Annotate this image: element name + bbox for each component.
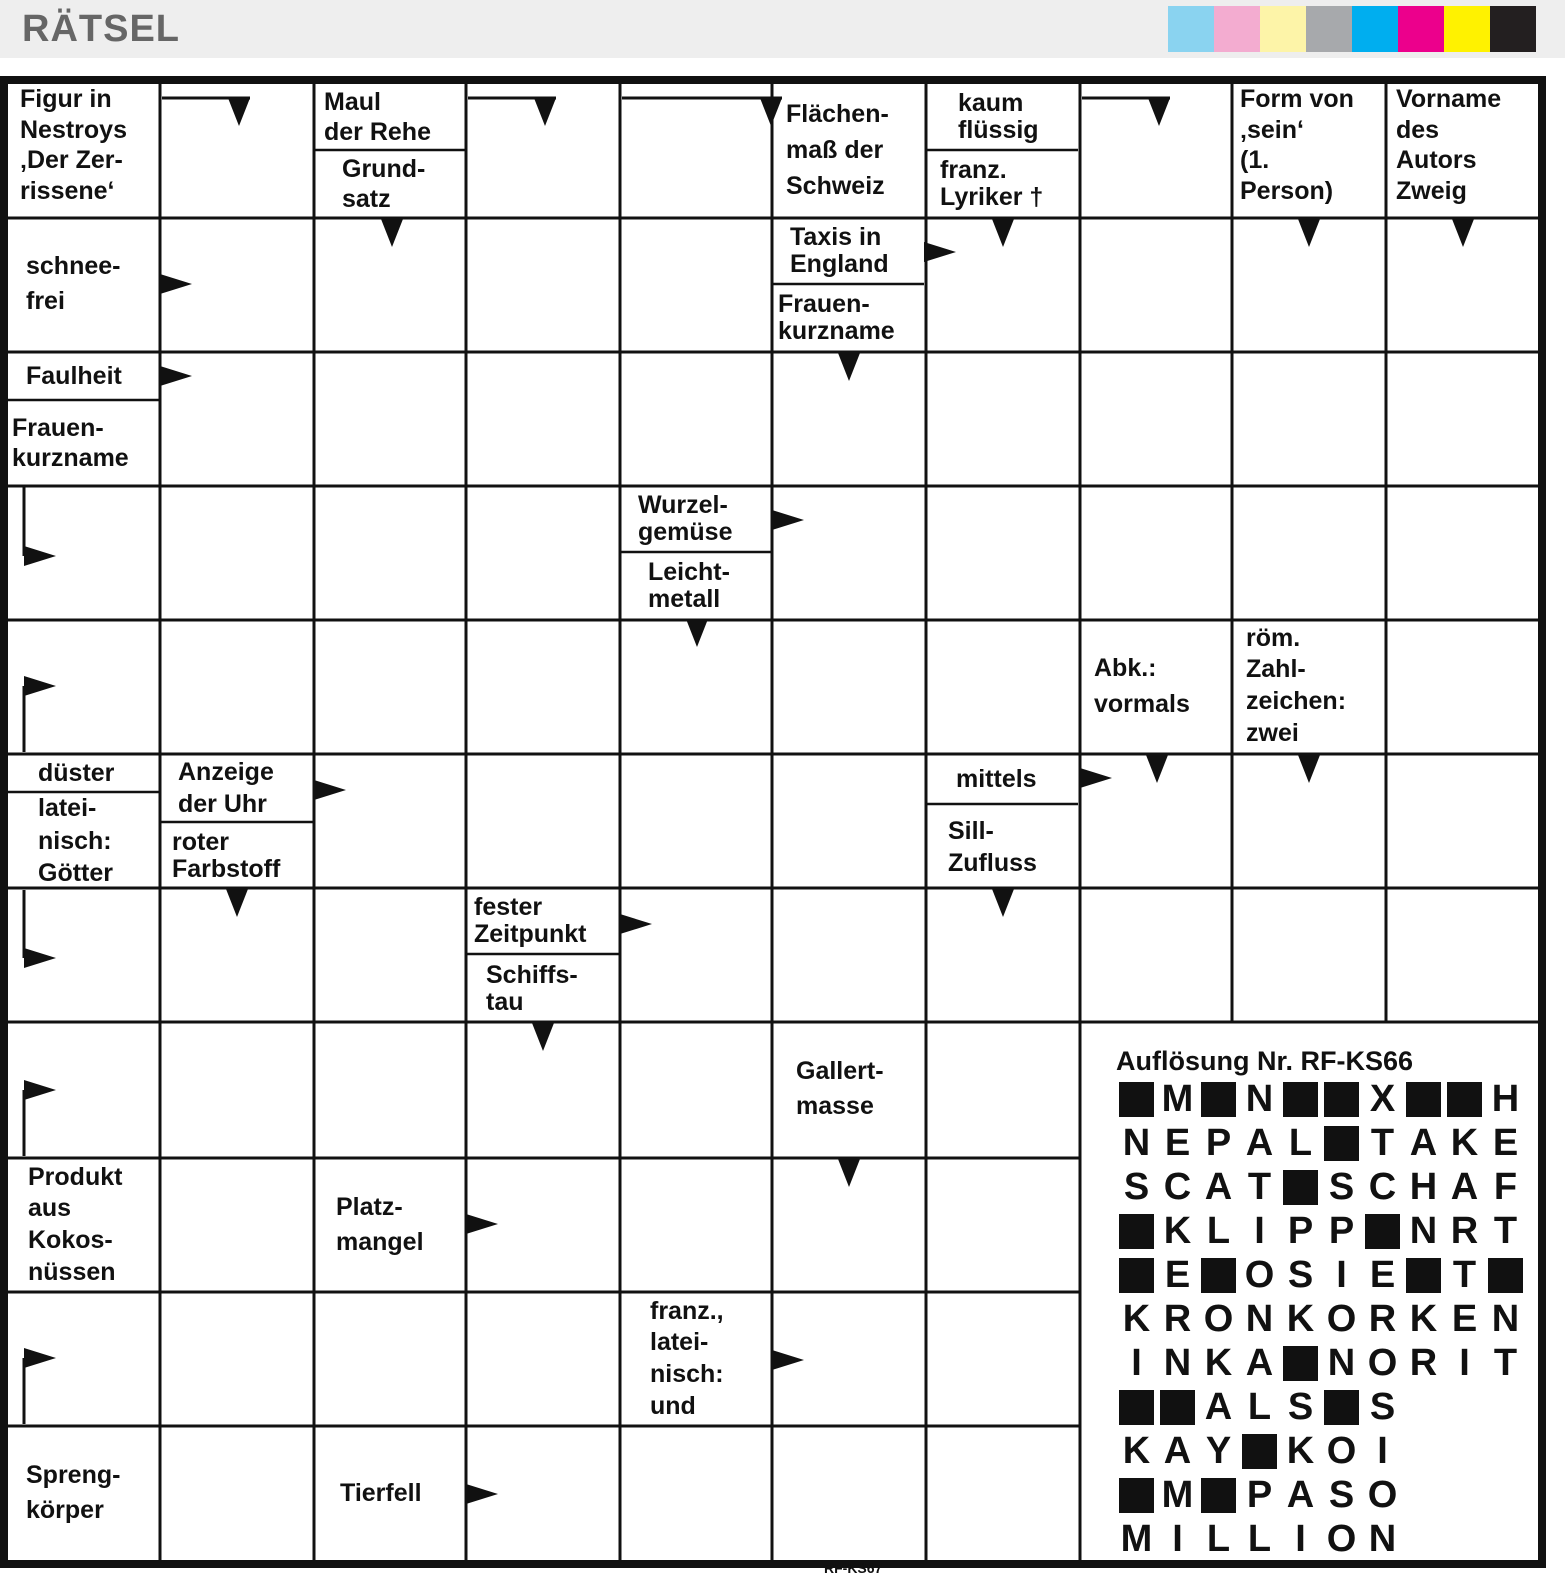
clue-cell: Produkt aus Kokos- nüssen	[28, 1162, 123, 1286]
clue-cell: Figur in Nestroys ‚Der Zer- rissene‘	[20, 85, 127, 205]
arrow-down-icon	[992, 219, 1014, 247]
solution-letter: C	[1163, 1165, 1192, 1208]
solution-letter: L	[1206, 1517, 1231, 1560]
arrow-down-icon	[1146, 755, 1168, 783]
clue-cell: röm. Zahl- zeichen: zwei	[1246, 623, 1347, 747]
page-title: RÄTSEL	[22, 8, 180, 50]
arrow-down-icon	[838, 1159, 860, 1187]
solution-letter: T	[1493, 1341, 1518, 1384]
clue-cell: franz., latei- nisch: und	[650, 1296, 724, 1420]
solution-letter: E	[1492, 1121, 1519, 1164]
solution-letter: A	[1450, 1165, 1479, 1208]
solution-letter: K	[1450, 1121, 1479, 1164]
solution-letter: M	[1161, 1473, 1194, 1516]
solution-letter: T	[1247, 1165, 1272, 1208]
solution-letter: Y	[1205, 1429, 1232, 1472]
solution-letter: I	[1172, 1517, 1183, 1560]
solution-block	[1280, 1168, 1321, 1206]
solution-letter: I	[1254, 1209, 1265, 1252]
solution-letter: E	[1369, 1253, 1396, 1296]
black-square-icon	[1119, 1390, 1154, 1425]
solution-letter: K	[1204, 1341, 1233, 1384]
solution-letter: S	[1328, 1165, 1355, 1208]
clue-cell: Wurzel- gemüse	[638, 490, 733, 546]
solution-letter: N	[1245, 1297, 1274, 1340]
solution-block	[1116, 1256, 1157, 1294]
solution-row	[1116, 1209, 1526, 1256]
solution-block	[1321, 1124, 1362, 1162]
arrow-right-icon	[160, 366, 192, 386]
solution-letter: A	[1286, 1473, 1315, 1516]
black-square-icon	[1488, 1258, 1523, 1293]
clue-cell: Spreng- körper	[26, 1461, 121, 1524]
puzzle-code: RF-KS67	[824, 1560, 883, 1576]
solution-letter: E	[1451, 1297, 1478, 1340]
solution-letter: I	[1131, 1341, 1142, 1384]
black-square-icon	[1324, 1082, 1359, 1117]
arrow-right-icon	[466, 1214, 498, 1234]
solution-letter: S	[1328, 1473, 1355, 1516]
solution-letter: K	[1286, 1297, 1315, 1340]
arrow-right-icon	[1080, 768, 1112, 788]
solution-letter: L	[1247, 1385, 1272, 1428]
solution-block	[1198, 1476, 1239, 1514]
arrow-down-icon	[1148, 98, 1170, 126]
clue-cell: Gallert- masse	[796, 1057, 884, 1120]
solution-block	[1280, 1344, 1321, 1382]
solution-letter: N	[1245, 1077, 1274, 1120]
solution-letter: A	[1409, 1121, 1438, 1164]
clue-cell: Leicht- metall	[648, 557, 730, 613]
solution-letter: L	[1288, 1121, 1313, 1164]
solution-letter: A	[1245, 1341, 1274, 1384]
black-square-icon	[1201, 1478, 1236, 1513]
solution-block	[1403, 1080, 1444, 1118]
solution-letter: C	[1368, 1165, 1397, 1208]
solution-row	[1116, 1297, 1526, 1344]
solution-letter: K	[1122, 1297, 1151, 1340]
solution-block	[1444, 1080, 1485, 1118]
arrow-down-icon	[226, 889, 248, 917]
solution-block	[1157, 1388, 1198, 1426]
black-square-icon	[1119, 1214, 1154, 1249]
clue-cell: Sill- Zufluss	[948, 816, 1037, 877]
solution-letter: X	[1369, 1077, 1396, 1120]
solution-letter: O	[1367, 1473, 1398, 1516]
clue-cell: düster	[38, 758, 115, 787]
clue-cell: latei- nisch: Götter	[38, 794, 113, 888]
black-square-icon	[1324, 1126, 1359, 1161]
arrow-right-icon	[24, 1348, 56, 1368]
solution-letter: T	[1452, 1253, 1477, 1296]
solution-letter: K	[1163, 1209, 1192, 1252]
arrow-down-icon	[1452, 219, 1474, 247]
solution-title: Auflösung Nr. RF-KS66	[1116, 1046, 1414, 1076]
black-square-icon	[1447, 1082, 1482, 1117]
solution-block	[1116, 1388, 1157, 1426]
clue-cell: Vorname des Autors Zweig	[1396, 85, 1502, 205]
solution-block	[1198, 1256, 1239, 1294]
solution-letter: T	[1370, 1121, 1395, 1164]
arrow-right-icon	[466, 1484, 498, 1504]
solution-letter: M	[1120, 1517, 1153, 1560]
solution-letter: N	[1368, 1517, 1397, 1560]
solution-row	[1116, 1473, 1403, 1520]
solution-row	[1116, 1385, 1403, 1432]
arrow-down-icon	[992, 889, 1014, 917]
solution-letter: S	[1287, 1385, 1314, 1428]
black-square-icon	[1283, 1082, 1318, 1117]
arrow-down-icon	[532, 1023, 554, 1051]
arrow-down-icon	[686, 619, 708, 647]
arrow-right-icon	[924, 242, 956, 262]
solution-block	[1198, 1080, 1239, 1118]
clue-cell: Anzeige der Uhr	[178, 757, 274, 818]
solution-letter: A	[1163, 1429, 1192, 1472]
black-square-icon	[1119, 1082, 1154, 1117]
solution-letter: K	[1286, 1429, 1315, 1472]
arrow-right-icon	[24, 676, 56, 696]
clue-cell: Abk.: vormals	[1094, 653, 1190, 718]
solution-letter: E	[1164, 1121, 1191, 1164]
solution-letter: P	[1287, 1209, 1314, 1252]
solution-letter: H	[1409, 1165, 1438, 1208]
solution-letter: R	[1163, 1297, 1192, 1340]
clue-cell: Maul der Rehe	[324, 87, 431, 146]
solution-block	[1116, 1476, 1157, 1514]
solution-letter: N	[1122, 1121, 1151, 1164]
solution-letter: S	[1287, 1253, 1314, 1296]
arrow-right-icon	[772, 510, 804, 530]
arrow-down-icon	[534, 98, 556, 126]
arrow-down-icon	[1298, 219, 1320, 247]
arrow-down-icon	[838, 353, 860, 381]
clue-cell: franz. Lyriker †	[940, 155, 1044, 211]
arrow-right-icon	[24, 1080, 56, 1100]
solution-letter: S	[1369, 1385, 1396, 1428]
arrow-down-icon	[381, 219, 403, 247]
clue-cell: mittels	[956, 764, 1037, 793]
solution-block	[1116, 1212, 1157, 1250]
solution-letter: I	[1295, 1517, 1306, 1560]
solution-row	[1116, 1121, 1526, 1168]
solution-letter: P	[1205, 1121, 1232, 1164]
solution-letter: N	[1327, 1341, 1356, 1384]
arrow-right-icon	[620, 914, 652, 934]
solution-letter: O	[1326, 1297, 1357, 1340]
black-square-icon	[1201, 1258, 1236, 1293]
solution-letter: I	[1336, 1253, 1347, 1296]
black-square-icon	[1406, 1258, 1441, 1293]
black-square-icon	[1324, 1390, 1359, 1425]
solution-letter: K	[1122, 1429, 1151, 1472]
arrow-down-icon	[1298, 755, 1320, 783]
clue-cell: Faulheit	[26, 361, 122, 390]
solution-letter: O	[1367, 1341, 1398, 1384]
clue-cell: Frauen- kurzname	[778, 289, 895, 345]
solution-row	[1116, 1253, 1526, 1300]
solution-letter: O	[1203, 1297, 1234, 1340]
solution-letter: F	[1493, 1165, 1518, 1208]
solution-row	[1116, 1517, 1403, 1564]
black-square-icon	[1365, 1214, 1400, 1249]
solution-row	[1116, 1165, 1526, 1212]
solution-letter: N	[1163, 1341, 1192, 1384]
solution-row	[1116, 1341, 1526, 1388]
solution-block	[1280, 1080, 1321, 1118]
solution-letter: T	[1493, 1209, 1518, 1252]
solution-letter: M	[1161, 1077, 1194, 1120]
clue-cell: Grund- satz	[342, 154, 426, 213]
clue-cell: kaum flüssig	[958, 88, 1039, 144]
solution-letter: O	[1326, 1517, 1357, 1560]
solution-letter: N	[1409, 1209, 1438, 1252]
solution-letter: R	[1368, 1297, 1397, 1340]
solution-letter: P	[1246, 1473, 1273, 1516]
solution-letter: O	[1244, 1253, 1275, 1296]
clue-cell: Tierfell	[340, 1478, 422, 1507]
solution-row	[1116, 1429, 1403, 1476]
solution-letter: A	[1204, 1165, 1233, 1208]
solution-letter: R	[1409, 1341, 1438, 1384]
black-square-icon	[1406, 1082, 1441, 1117]
solution-letter: E	[1164, 1253, 1191, 1296]
arrow-right-icon	[24, 948, 56, 968]
solution-letter: K	[1409, 1297, 1438, 1340]
solution-letter: A	[1245, 1121, 1274, 1164]
clue-cell: roter Farbstoff	[172, 827, 281, 883]
arrow-right-icon	[160, 274, 192, 294]
solution-letter: I	[1377, 1429, 1388, 1472]
clue-cell: Platz- mangel	[336, 1193, 424, 1256]
arrow-right-icon	[24, 546, 56, 566]
black-square-icon	[1119, 1258, 1154, 1293]
solution-block	[1116, 1080, 1157, 1118]
black-square-icon	[1242, 1434, 1277, 1469]
clue-cell: Frauen- kurzname	[12, 413, 129, 472]
solution-letter: I	[1459, 1341, 1470, 1384]
solution-letter: P	[1328, 1209, 1355, 1252]
arrow-down-icon	[228, 98, 250, 126]
solution-letter: S	[1123, 1165, 1150, 1208]
clue-cell: Schiffs- tau	[486, 960, 578, 1016]
solution-letter: N	[1491, 1297, 1520, 1340]
clue-cell: Form von ‚sein‘ (1. Person)	[1240, 85, 1354, 205]
clue-cell: Flächen- maß der Schweiz	[786, 99, 889, 201]
solution-block	[1403, 1256, 1444, 1294]
solution-letter: L	[1206, 1209, 1231, 1252]
black-square-icon	[1283, 1346, 1318, 1381]
solution-letter: O	[1326, 1429, 1357, 1472]
solution-block	[1485, 1256, 1526, 1294]
solution-letter: R	[1450, 1209, 1479, 1252]
solution-block	[1362, 1212, 1403, 1250]
arrow-right-icon	[314, 780, 346, 800]
clue-cell: Taxis in England	[790, 222, 889, 278]
black-square-icon	[1119, 1478, 1154, 1513]
clue-cell: fester Zeitpunkt	[474, 892, 587, 948]
solution-letter: L	[1247, 1517, 1272, 1560]
solution-block	[1321, 1388, 1362, 1426]
solution-letter: H	[1491, 1077, 1520, 1120]
solution-row	[1116, 1077, 1526, 1124]
solution-block	[1321, 1080, 1362, 1118]
black-square-icon	[1283, 1170, 1318, 1205]
solution-letter: A	[1204, 1385, 1233, 1428]
black-square-icon	[1160, 1390, 1195, 1425]
solution-block	[1239, 1432, 1280, 1470]
clue-cell: schnee- frei	[26, 252, 121, 315]
arrow-right-icon	[772, 1350, 804, 1370]
black-square-icon	[1201, 1082, 1236, 1117]
